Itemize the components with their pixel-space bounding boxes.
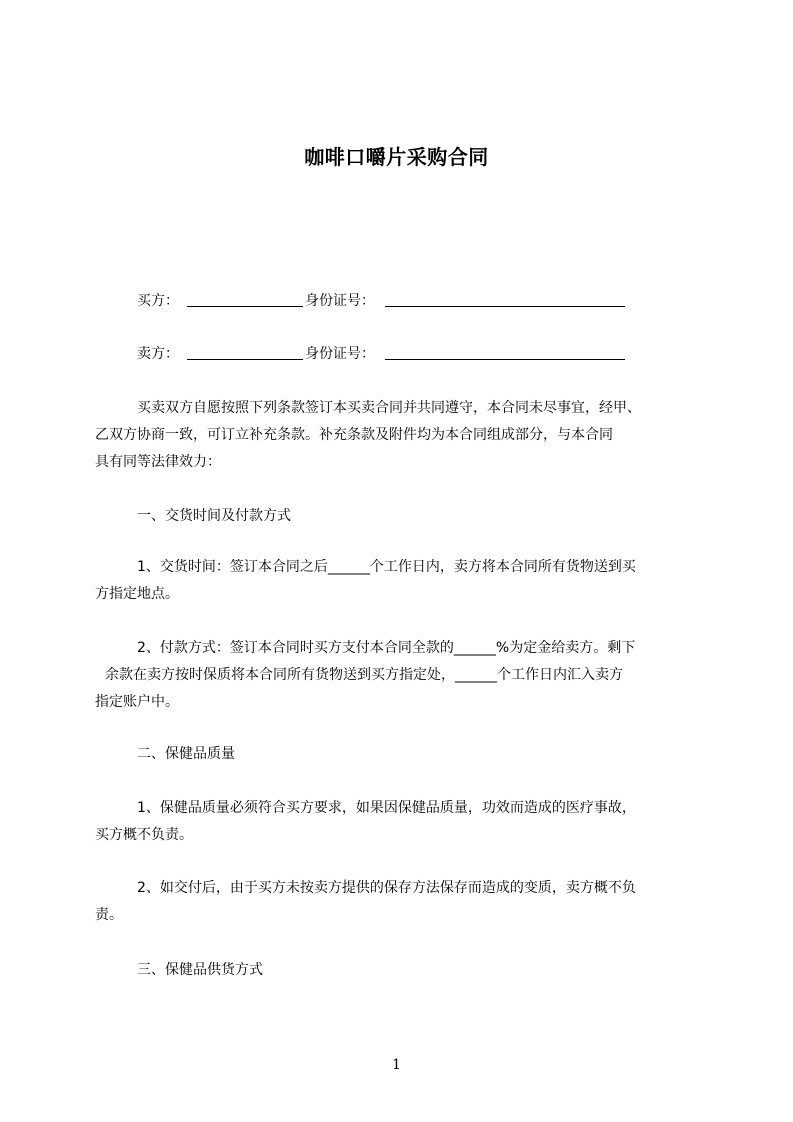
buyer-label: 买方： [137, 293, 179, 309]
clause-line: 责。 [95, 907, 123, 923]
buyer-name-blank [187, 306, 303, 307]
clause-line: 2、如交付后，由于买方未按卖方提供的保存方法保存而造成的变质，卖方概不负 [137, 880, 636, 896]
clause-line: 1、保健品质量必须符合买方要求，如果因保健品质量，功效而造成的医疗事故， [137, 800, 636, 816]
clause-line: 1、交货时间：签订本合同之后______个工作日内，卖方将本合同所有货物送到买 [137, 559, 636, 575]
buyer-id-blank [385, 306, 625, 307]
document-title: 咖啡口嚼片采购合同 [304, 145, 489, 169]
section-heading: 二、保健品质量 [137, 746, 235, 762]
intro-line: 买卖双方自愿按照下列条款签订本买卖合同并共同遵守，本合同未尽事宜，经甲、 [137, 400, 641, 416]
section-heading: 三、保健品供货方式 [137, 962, 263, 978]
seller-id-blank [385, 359, 625, 360]
intro-line: 具有同等法律效力： [95, 454, 221, 470]
intro-line: 乙双方协商一致，可订立补充条款。补充条款及附件均为本合同组成部分，与本合同 [95, 427, 613, 443]
seller-id-label: 身份证号： [305, 346, 375, 362]
seller-label: 卖方： [137, 346, 179, 362]
clause-line: 指定账户中。 [95, 694, 179, 710]
buyer-id-label: 身份证号： [305, 293, 375, 309]
page-number: 1 [392, 1057, 401, 1073]
seller-name-blank [187, 359, 303, 360]
clause-line: 方指定地点。 [95, 586, 179, 602]
clause-line: 买方概不负责。 [95, 827, 193, 843]
section-heading: 一、交货时间及付款方式 [137, 508, 291, 524]
clause-line: 余款在卖方按时保质将本合同所有货物送到买方指定处，______个工作日内汇入卖方 [105, 667, 623, 683]
clause-line: 2、付款方式：签订本合同时买方支付本合同全款的______%为定金给卖方。剩下 [137, 640, 636, 656]
